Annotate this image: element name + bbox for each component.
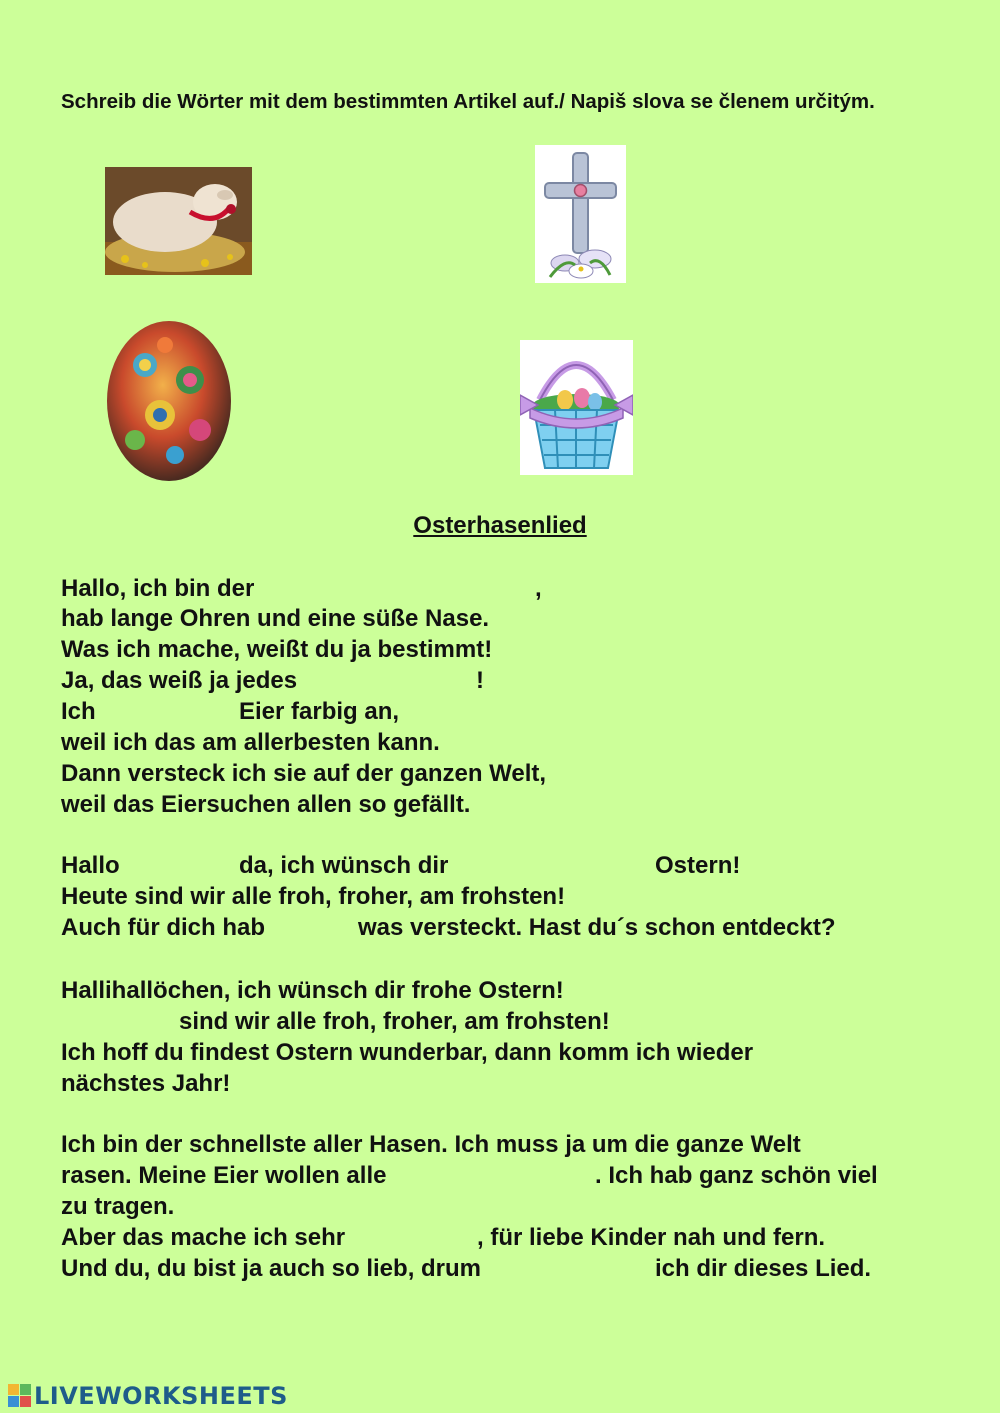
song-line: sind wir alle froh, froher, am frohsten! xyxy=(179,1008,610,1035)
song-line: Ich hoff du findest Ostern wunderbar, dann komm ich wieder xyxy=(61,1039,754,1066)
answer-blank[interactable] xyxy=(130,853,233,879)
song-line: Hallo, ich bin der xyxy=(61,575,255,602)
answer-blank[interactable] xyxy=(292,915,352,941)
song-line: Hallihallöchen, ich wünsch dir frohe Ostern! xyxy=(61,977,564,1004)
song-title: Osterhasenlied xyxy=(413,512,587,539)
song-line: ! xyxy=(476,667,484,694)
song-line: . Ich hab ganz schön viel xyxy=(595,1162,878,1189)
song-line: Und du, du bist ja auch so lieb, drum xyxy=(61,1255,482,1282)
answer-blank[interactable] xyxy=(535,1256,647,1282)
song-line: Ich xyxy=(61,698,96,725)
song-line: Aber das mache ich sehr xyxy=(61,1224,346,1251)
song-line: rasen. Meine Eier wollen alle xyxy=(61,1162,387,1189)
song-line: weil ich das am allerbesten kann. xyxy=(61,729,440,756)
liveworksheets-blocks-icon xyxy=(8,1384,32,1408)
song-line: was versteckt. Hast du´s schon entdeckt? xyxy=(358,914,836,941)
song-line: Heute sind wir alle froh, froher, am frohsten! xyxy=(61,883,566,910)
song-line: da, ich wünsch dir xyxy=(239,852,449,879)
song-line: Ja, das weiß ja jedes xyxy=(61,667,298,694)
song-line: Was ich mache, weißt du ja bestimmt! xyxy=(61,636,493,663)
easter-cross-image xyxy=(535,145,626,283)
song-line: zu tragen. xyxy=(61,1193,175,1220)
answer-blank[interactable] xyxy=(105,699,233,725)
answer-blank[interactable] xyxy=(61,1009,173,1035)
song-line: , für liebe Kinder nah und fern. xyxy=(477,1224,826,1251)
song-line: nächstes Jahr! xyxy=(61,1070,231,1097)
answer-blank[interactable] xyxy=(478,853,648,879)
song-line: , xyxy=(535,575,542,602)
song-line: ich dir dieses Lied. xyxy=(655,1255,872,1282)
answer-blank[interactable] xyxy=(430,1163,590,1189)
instruction-text: Schreib die Wörter mit dem bestimmten Artikel auf./ Napiš slova se členem určitým. xyxy=(61,90,875,113)
liveworksheets-logo xyxy=(8,1382,288,1410)
song-line: Eier farbig an, xyxy=(239,698,400,725)
answer-blank[interactable] xyxy=(383,1225,471,1251)
answer-blank[interactable] xyxy=(282,576,530,602)
song-line: Ostern! xyxy=(655,852,741,879)
song-line: hab lange Ohren und eine süße Nase. xyxy=(61,605,490,632)
song-line: Auch für dich hab xyxy=(61,914,265,941)
easter-lamb-image xyxy=(105,167,252,275)
easter-basket-image xyxy=(520,340,633,475)
song-line: weil das Eiersuchen allen so gefällt. xyxy=(61,791,471,818)
song-line: Hallo xyxy=(61,852,120,879)
answer-blank[interactable] xyxy=(330,668,472,694)
brand-name: LIVEWORKSHEETS xyxy=(34,1382,288,1410)
song-line: Ich bin der schnellste aller Hasen. Ich muss ja um die ganze Welt xyxy=(61,1131,801,1158)
painted-egg-image xyxy=(105,320,233,483)
song-line: Dann versteck ich sie auf der ganzen Welt, xyxy=(61,760,547,787)
